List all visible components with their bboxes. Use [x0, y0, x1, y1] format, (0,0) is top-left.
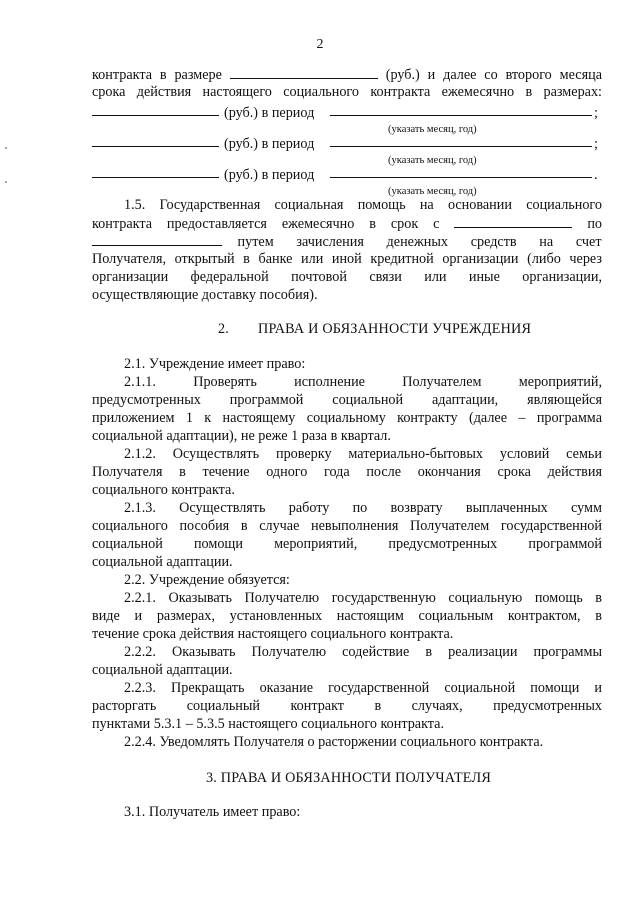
period-end-mark: ;: [594, 136, 598, 152]
clause-1-5-line: [92, 215, 602, 233]
period-label: (руб.) в период: [224, 136, 315, 152]
clause-line: социальной адаптации.: [92, 662, 233, 678]
section-title: 3. ПРАВА И ОБЯЗАННОСТИ ПОЛУЧАТЕЛЯ: [206, 770, 491, 786]
period-blank: [330, 165, 592, 178]
period-caption: (указать месяц, год): [388, 124, 477, 135]
page-number: 2: [316, 37, 324, 52]
period-row: [92, 134, 602, 164]
clause-1-5-line: осуществляющие доставку пособия).: [92, 287, 318, 303]
term-start-label: контракта предоставляется ежемесячно в срок с: [92, 216, 440, 232]
contract-amount-label: контракта в размере: [92, 67, 222, 83]
clause-line: 2.1.1. Проверять исполнение Получателем мероприятий,: [124, 374, 602, 390]
amount-blank: [230, 66, 378, 79]
amount-blank: [92, 165, 219, 178]
clause-line: социальной помощи мероприятий, предусмотренных программой: [92, 536, 602, 552]
period-end-mark: .: [594, 167, 598, 183]
clause-1-5-line: [92, 233, 602, 251]
date-end-blank: [92, 233, 222, 246]
date-start-blank: [454, 215, 572, 228]
clause-line: 2.2.3. Прекращать оказание государственной социальной помощи и: [124, 680, 602, 696]
period-label: (руб.) в период: [224, 167, 315, 183]
clause-line: течение срока действия настоящего социального контракта.: [92, 626, 454, 642]
section-number: 2.: [218, 321, 230, 337]
clause-1-5-line: 1.5. Государственная социальная помощь на основании социального: [124, 197, 602, 213]
period-label: (руб.) в период: [224, 105, 315, 121]
term-end-label: по: [587, 216, 603, 232]
period-row: [92, 103, 602, 133]
clause-line: 2.1. Учреждение имеет право:: [124, 356, 306, 372]
clause-line: социального контракта.: [92, 482, 235, 498]
contract-term-line: срока действия настоящего социального контракта ежемесячно в размерах:: [92, 84, 602, 100]
payment-method-text: путем зачисления денежных средств на счет: [237, 234, 602, 250]
clause-line: предусмотренных программой социальной адаптации, являющейся: [92, 392, 602, 408]
clause-line: 2.2.4. Уведомлять Получателя о расторжении социального контракта.: [124, 734, 544, 750]
clause-line: социального пособия в случае невыполнения Получателем государственной: [92, 518, 602, 534]
clause-line: 2.2.1. Оказывать Получателю государственную социальную помощь в: [124, 590, 602, 606]
clause-line: виде и размерах, установленных настоящим социальным контрактом, в: [92, 608, 602, 624]
amount-blank: [92, 103, 219, 116]
clause-line: социальной адаптации.: [92, 554, 233, 570]
clause-line: расторгать социальный контракт в случаях, предусмотренных: [92, 698, 602, 714]
period-caption: (указать месяц, год): [388, 155, 477, 166]
clause-line: социальной адаптации), не реже 1 раза в квартал.: [92, 428, 391, 444]
clause-1-5-line: Получателя, открытый в банке или иной кредитной организации (либо через: [92, 251, 602, 267]
clause-line: 2.2. Учреждение обязуется:: [124, 572, 290, 588]
period-blank: [330, 134, 592, 147]
clause-line: 2.1.3. Осуществлять работу по возврату выплаченных сумм: [124, 500, 602, 516]
scan-speck: [5, 181, 7, 183]
scan-speck: [5, 147, 7, 149]
period-end-mark: ;: [594, 105, 598, 121]
clause-line: 3.1. Получатель имеет право:: [124, 804, 301, 820]
section-title: ПРАВА И ОБЯЗАННОСТИ УЧРЕЖДЕНИЯ: [258, 321, 532, 337]
clause-line: приложением 1 к настоящему социальному контракту (далее – программа: [92, 410, 602, 426]
period-blank: [330, 103, 592, 116]
amount-blank: [92, 134, 219, 147]
clause-1-5-line: организации федеральной почтовой связи или иные организации,: [92, 269, 602, 285]
clause-line: 2.2.2. Оказывать Получателю содействие в реализации программы: [124, 644, 602, 660]
period-row: [92, 165, 602, 195]
period-caption: (указать месяц, год): [388, 186, 477, 197]
clause-line: пунктами 5.3.1 – 5.3.5 настоящего социального контракта.: [92, 716, 445, 732]
clause-line: 2.1.2. Осуществлять проверку материально-бытовых условий семьи: [124, 446, 602, 462]
clause-line: Получателя в течение одного года после окончания срока действия: [92, 464, 602, 480]
contract-amount-line: [92, 66, 602, 84]
contract-amount-continuation: (руб.) и далее со второго месяца: [385, 67, 603, 83]
